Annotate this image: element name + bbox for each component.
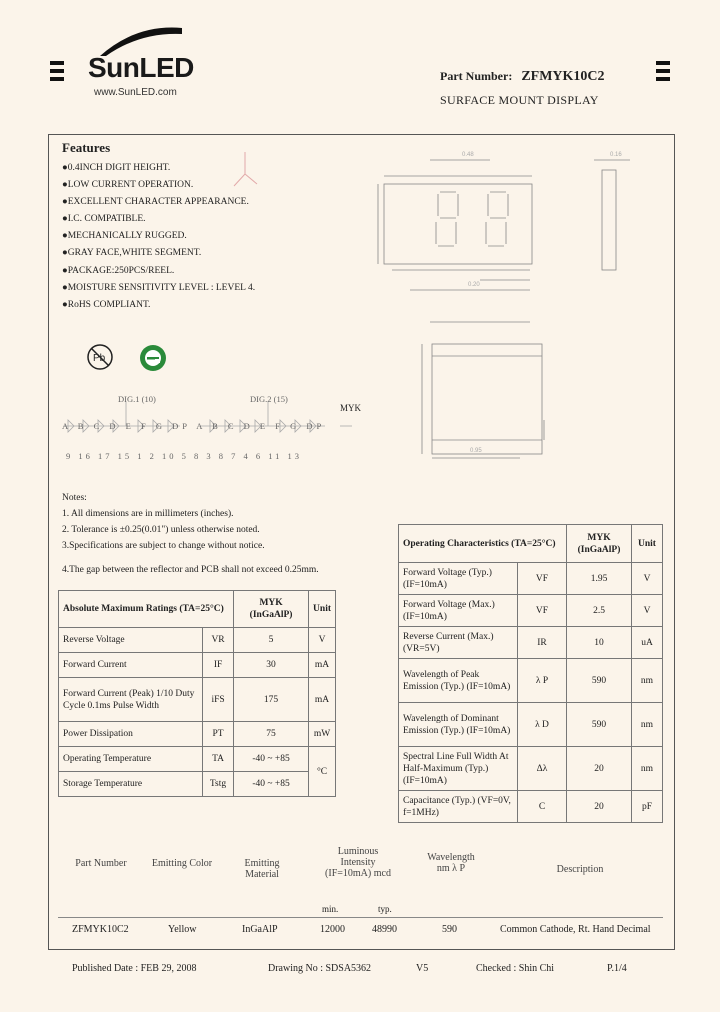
op-char-unit: pF	[632, 791, 663, 823]
bottom-wavelength: 590	[442, 924, 457, 935]
footer-version: V5	[416, 963, 429, 974]
op-char-header-myk: MYK (InGaAlP)	[567, 525, 632, 563]
footer-page: P.1/4	[607, 963, 627, 974]
bottom-header-intensity: Luminous Intensity (IF=10mA) mcd	[325, 846, 391, 879]
abs-max-unit: mA	[309, 678, 336, 722]
svg-text:0.95: 0.95	[470, 448, 482, 454]
svg-text:0.48: 0.48	[462, 152, 474, 158]
logo-url: www.SunLED.com	[94, 87, 177, 98]
feature-item: ●MOISTURE SENSITIVITY LEVEL : LEVEL 4.	[62, 282, 256, 293]
product-subtitle: SURFACE MOUNT DISPLAY	[440, 93, 599, 107]
op-char-header-param: Operating Characteristics (TA=25°C)	[399, 525, 567, 563]
op-char-unit: nm	[632, 659, 663, 703]
op-char-value: 1.95	[567, 563, 632, 595]
bottom-description: Common Cathode, Rt. Hand Decimal	[500, 924, 651, 935]
op-char-param: Spectral Line Full Width At Half-Maximum (Typ.) (IF=10mA)	[399, 747, 518, 791]
margin-mark	[656, 69, 670, 73]
abs-max-symbol: iFS	[203, 678, 234, 722]
package-dimension-drawing	[370, 140, 670, 470]
part-number-value: ZFMYK10C2	[521, 69, 605, 84]
rohs-e-icon	[138, 343, 168, 373]
note-item: 1. All dimensions are in millimeters (inches).	[62, 509, 234, 519]
op-char-param: Wavelength of Peak Emission (Typ.) (IF=10mA)	[399, 659, 518, 703]
bottom-intensity-min: 12000	[320, 924, 345, 935]
circuit-dig1-label: DIG.1 (10)	[118, 394, 156, 404]
abs-max-value: 175	[234, 678, 309, 722]
feature-item: ●GRAY FACE,WHITE SEGMENT.	[62, 248, 202, 259]
svg-text:0.20: 0.20	[468, 282, 480, 288]
abs-max-param: Operating Temperature	[59, 747, 203, 772]
margin-mark	[656, 77, 670, 81]
op-char-param: Wavelength of Dominant Emission (Typ.) (IF=10mA)	[399, 703, 518, 747]
op-char-param: Forward Voltage (Typ.) (IF=10mA)	[399, 563, 518, 595]
margin-mark	[50, 69, 64, 73]
abs-max-symbol: PT	[203, 722, 234, 747]
svg-text:0.16: 0.16	[610, 152, 622, 158]
abs-max-symbol: VR	[203, 628, 234, 653]
feature-item: ●EXCELLENT CHARACTER APPEARANCE.	[62, 197, 249, 208]
op-char-value: 10	[567, 627, 632, 659]
bottom-table-divider	[58, 917, 663, 918]
footer-checked-by: Checked : Shin Chi	[476, 963, 555, 974]
bottom-part-number: ZFMYK10C2	[72, 924, 129, 935]
abs-max-param: Forward Current	[59, 653, 203, 678]
op-char-unit: V	[632, 563, 663, 595]
op-char-symbol: λ D	[518, 703, 567, 747]
abs-max-value: 30	[234, 653, 309, 678]
op-char-unit: uA	[632, 627, 663, 659]
op-char-value: 590	[567, 703, 632, 747]
op-char-unit: nm	[632, 703, 663, 747]
margin-mark	[656, 61, 670, 65]
op-char-value: 590	[567, 659, 632, 703]
op-char-unit: nm	[632, 747, 663, 791]
feature-item: ●0.4INCH DIGIT HEIGHT.	[62, 163, 171, 173]
abs-max-header-unit: Unit	[309, 591, 336, 628]
lead-free-icon	[86, 343, 114, 371]
footer-drawing-number: Drawing No : SDSA5362	[268, 963, 372, 974]
feature-item: ●I.C. COMPATIBLE.	[62, 214, 146, 225]
circuit-segment-letters: A B C D E F G DP A B C D E F G DP	[62, 421, 326, 431]
feature-item: ●RoHS COMPLIANT.	[62, 299, 151, 310]
abs-max-symbol: IF	[203, 653, 234, 678]
absolute-maximum-ratings-table	[58, 590, 336, 797]
abs-max-header-myk: MYK (InGaAlP)	[234, 591, 309, 628]
logo-text: SunLED	[88, 52, 194, 83]
bottom-emitting-color: Yellow	[168, 924, 197, 935]
features-title: Features	[62, 140, 111, 155]
abs-max-unit: mA	[309, 653, 336, 678]
abs-max-param: Forward Current (Peak) 1/10 Duty Cycle 0.1ms Pulse Width	[59, 678, 203, 722]
feature-item: ●LOW CURRENT OPERATION.	[62, 180, 194, 191]
bottom-header-color: Emitting Color	[151, 858, 213, 869]
note-item: 3.Specifications are subject to change without notice.	[62, 541, 265, 551]
abs-max-value: -40 ~ +85	[234, 772, 309, 797]
op-char-symbol: IR	[518, 627, 567, 659]
features-list	[62, 160, 255, 314]
circuit-myk-label: MYK	[340, 403, 362, 413]
abs-max-unit: mW	[309, 722, 336, 747]
reference-mark-icon	[230, 150, 260, 190]
feature-item: ●PACKAGE:250PCS/REEL.	[62, 265, 175, 276]
abs-max-symbol: TA	[203, 747, 234, 772]
abs-max-unit: V	[309, 628, 336, 653]
part-number-label: Part Number:	[440, 69, 513, 83]
abs-max-param: Reverse Voltage	[59, 628, 203, 653]
op-char-unit: V	[632, 595, 663, 627]
abs-max-unit: °C	[309, 747, 336, 797]
bottom-header-typ: typ.	[378, 904, 392, 914]
op-char-header-unit: Unit	[632, 525, 663, 563]
margin-mark	[50, 61, 64, 65]
footer-published-date: Published Date : FEB 29, 2008	[72, 963, 197, 974]
abs-max-header-param: Absolute Maximum Ratings (TA=25°C)	[59, 591, 234, 628]
op-char-symbol: VF	[518, 563, 567, 595]
op-char-symbol: VF	[518, 595, 567, 627]
margin-mark	[50, 77, 64, 81]
op-char-value: 20	[567, 791, 632, 823]
part-number-header	[440, 69, 605, 85]
abs-max-param: Power Dissipation	[59, 722, 203, 747]
bottom-intensity-typ: 48990	[372, 924, 397, 935]
pb-text: Pb	[93, 353, 106, 364]
circuit-pin-numbers: 9 16 17 15 1 2 10 5 8 3 8 7 4 6 11 13	[66, 451, 303, 461]
notes-title: Notes:	[62, 493, 87, 503]
circuit-dig2-label: DIG.2 (15)	[250, 394, 288, 404]
bottom-header-part: Part Number	[75, 858, 127, 869]
bottom-header-min: min.	[322, 904, 339, 914]
bottom-emitting-material: InGaAlP	[242, 924, 278, 935]
op-char-param: Forward Voltage (Max.) (IF=10mA)	[399, 595, 518, 627]
op-char-symbol: Δλ	[518, 747, 567, 791]
op-char-param: Capacitance (Typ.) (VF=0V, f=1MHz)	[399, 791, 518, 823]
abs-max-value: -40 ~ +85	[234, 747, 309, 772]
bottom-header-wavelength: Wavelength nm λ P	[427, 852, 475, 874]
op-char-param: Reverse Current (Max.) (VR=5V)	[399, 627, 518, 659]
note-item: 4.The gap between the reflector and PCB shall not exceed 0.25mm.	[62, 565, 319, 575]
op-char-symbol: C	[518, 791, 567, 823]
bottom-header-description: Description	[556, 864, 604, 875]
abs-max-value: 75	[234, 722, 309, 747]
feature-item: ●MECHANICALLY RUGGED.	[62, 231, 187, 242]
op-char-value: 20	[567, 747, 632, 791]
abs-max-value: 5	[234, 628, 309, 653]
operating-characteristics-table	[398, 524, 663, 823]
notes-section	[62, 490, 319, 578]
bottom-header-material: Emitting Material	[244, 858, 280, 880]
note-item: 2. Tolerance is ±0.25(0.01") unless otherwise noted.	[62, 525, 260, 535]
op-char-symbol: λ P	[518, 659, 567, 703]
abs-max-param: Storage Temperature	[59, 772, 203, 797]
abs-max-symbol: Tstg	[203, 772, 234, 797]
op-char-value: 2.5	[567, 595, 632, 627]
